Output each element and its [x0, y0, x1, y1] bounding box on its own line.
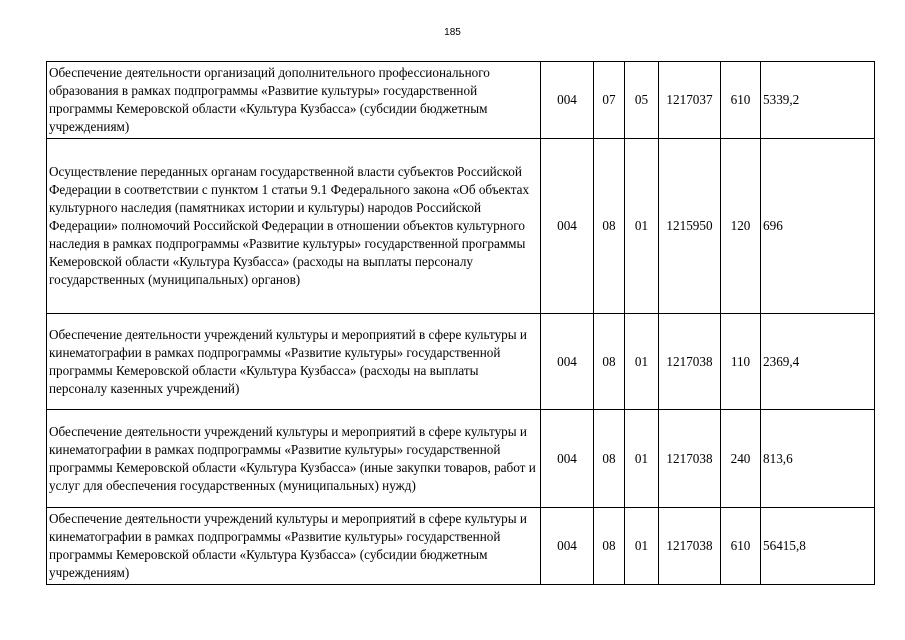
subsection-code: 01	[625, 410, 659, 508]
expense-type-code: 610	[721, 508, 761, 585]
target-code: 1217038	[659, 314, 721, 410]
section-code: 08	[594, 508, 625, 585]
table-row	[47, 139, 875, 314]
ved-code: 004	[541, 139, 594, 314]
budget-table	[46, 61, 875, 585]
target-code: 1217038	[659, 410, 721, 508]
subsection-code: 01	[625, 508, 659, 585]
expense-type-code: 610	[721, 62, 761, 139]
section-code: 07	[594, 62, 625, 139]
section-code: 08	[594, 139, 625, 314]
amount: 696	[761, 139, 875, 314]
row-description: Обеспечение деятельности учреждений культуры и мероприятий в сфере культуры и кинематографии в рамках подпрограммы «Развитие культуры» государственной программы Кемеровской области «Культура Кузбасса» (иные закупки товаров, работ и услуг для обеспечения государственных (муниципальных) нужд)	[47, 410, 541, 508]
expense-type-code: 240	[721, 410, 761, 508]
subsection-code: 01	[625, 139, 659, 314]
table-row	[47, 62, 875, 139]
section-code: 08	[594, 314, 625, 410]
ved-code: 004	[541, 314, 594, 410]
amount: 813,6	[761, 410, 875, 508]
target-code: 1217037	[659, 62, 721, 139]
amount: 2369,4	[761, 314, 875, 410]
section-code: 08	[594, 410, 625, 508]
page-number: 185	[444, 27, 461, 38]
subsection-code: 05	[625, 62, 659, 139]
ved-code: 004	[541, 410, 594, 508]
row-description: Обеспечение деятельности учреждений культуры и мероприятий в сфере культуры и кинематографии в рамках подпрограммы «Развитие культуры» государственной программы Кемеровской области «Культура Кузбасса» (расходы на выплаты персоналу казенных учреждений)	[47, 314, 541, 410]
amount: 56415,8	[761, 508, 875, 585]
target-code: 1217038	[659, 508, 721, 585]
row-description: Обеспечение деятельности организаций дополнительного профессионального образования в рамках подпрограммы «Развитие культуры» государственной программы Кемеровской области «Культура Кузбасса» (субсидии бюджетным учреждениям)	[47, 62, 541, 139]
ved-code: 004	[541, 508, 594, 585]
table-row	[47, 410, 875, 508]
target-code: 1215950	[659, 139, 721, 314]
row-description: Обеспечение деятельности учреждений культуры и мероприятий в сфере культуры и кинематографии в рамках подпрограммы «Развитие культуры» государственной программы Кемеровской области «Культура Кузбасса» (субсидии бюджетным учреждениям)	[47, 508, 541, 585]
row-description: Осуществление переданных органам государственной власти субъектов Российской Федерации в соответствии с пунктом 1 статьи 9.1 Федерального закона «Об объектах культурного наследия (памятниках истории и культуры) народов Российской Федерации» полномочий Российской Федерации в отношении объектов культурного наследия в рамках подпрограммы «Развитие культуры» государственной программы Кемеровской области «Культура Кузбасса» (расходы на выплаты персоналу государственных (муниципальных) органов)	[47, 139, 541, 314]
expense-type-code: 110	[721, 314, 761, 410]
subsection-code: 01	[625, 314, 659, 410]
expense-type-code: 120	[721, 139, 761, 314]
table-row	[47, 314, 875, 410]
amount: 5339,2	[761, 62, 875, 139]
table-row	[47, 508, 875, 585]
ved-code: 004	[541, 62, 594, 139]
